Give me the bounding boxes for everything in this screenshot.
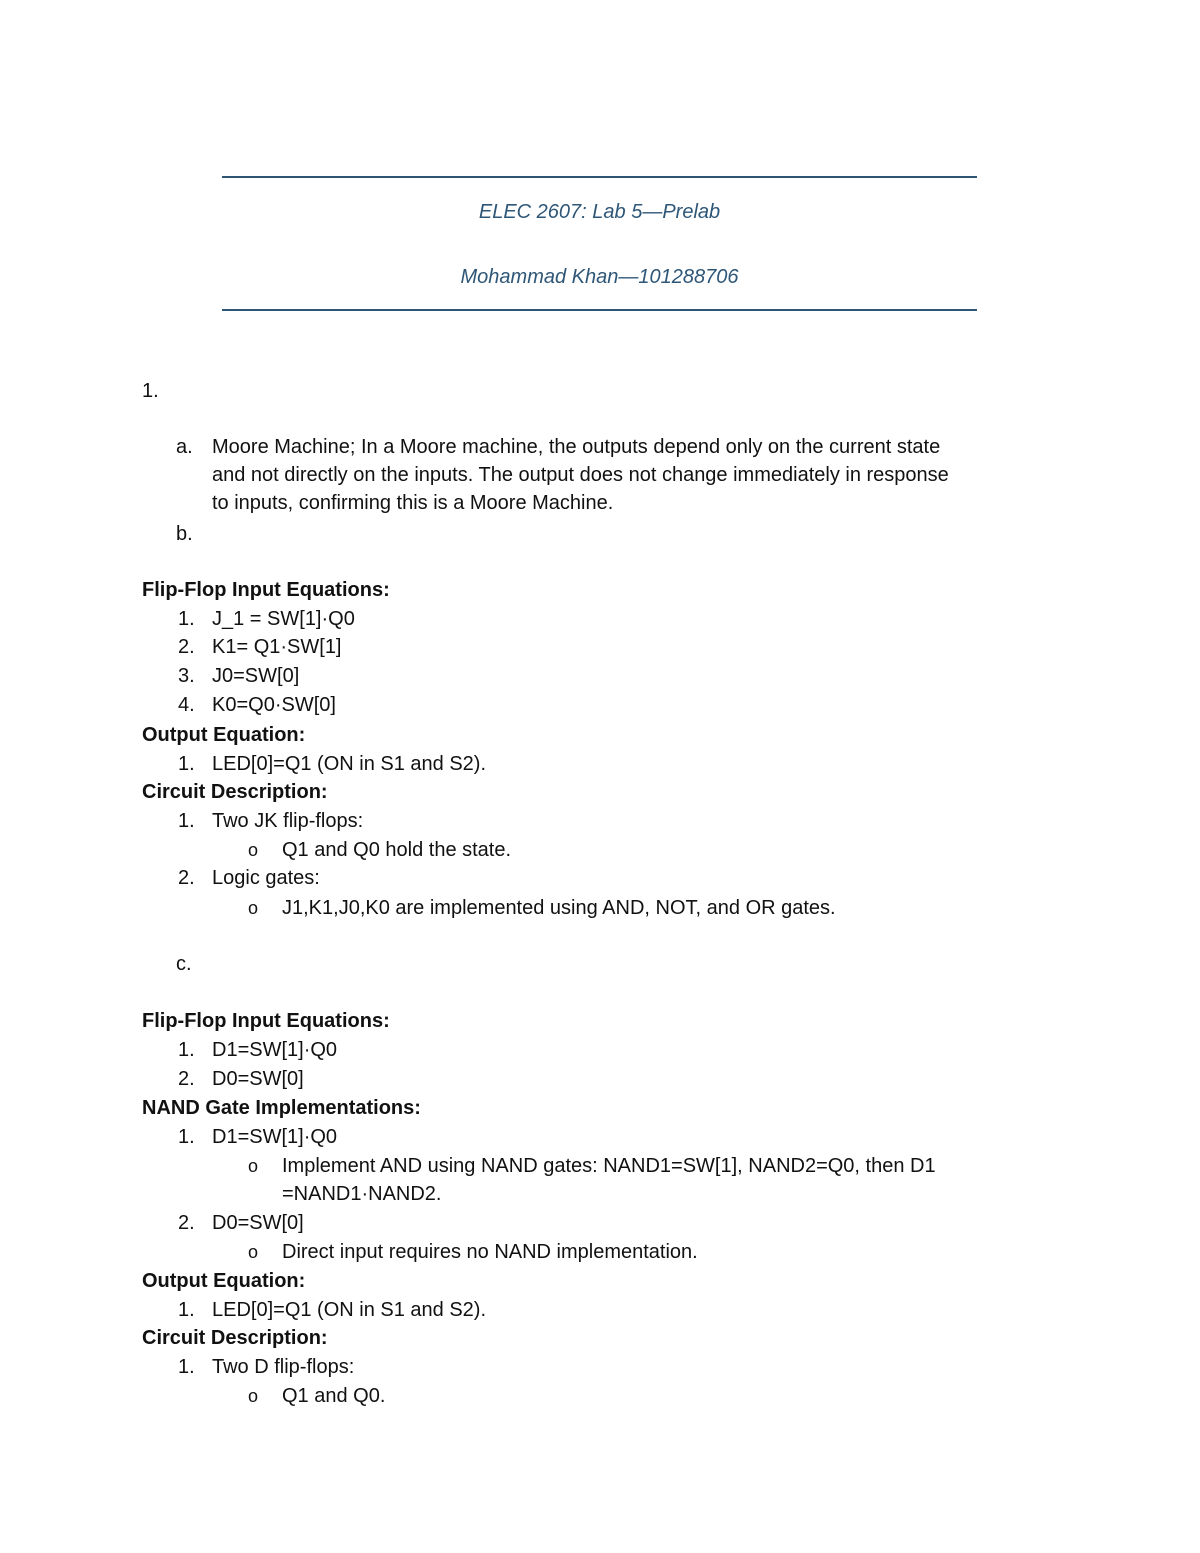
b-circuit-heading: Circuit Description: [142,781,328,803]
b-circuit-item-1: Two JK flip-flops: [212,810,364,832]
c-circuit-item-1-number: 1. [178,1356,195,1378]
b-ff-heading: Flip-Flop Input Equations: [142,579,390,601]
c-circuit-heading: Circuit Description: [142,1327,328,1349]
part-a-marker: a. [176,436,193,458]
c-output-heading: Output Equation: [142,1270,306,1292]
header-bottom-rule [222,309,977,311]
b-ff-eq-2-number: 2. [178,636,195,658]
part-a-text-line-2: and not directly on the inputs. The output does not change immediately in response [212,464,949,486]
c-ff-heading: Flip-Flop Input Equations: [142,1010,390,1032]
b-ff-eq-1-number: 1. [178,608,195,630]
c-ff-eq-1-number: 1. [178,1039,195,1061]
b-ff-eq-3: J0=SW[0] [212,665,300,687]
document-title: ELEC 2607: Lab 5—Prelab [478,201,721,223]
c-circuit-item-1-sub: Q1 and Q0. [282,1385,386,1407]
b-ff-eq-3-number: 3. [178,665,195,687]
document-author: Mohammad Khan—101288706 [460,266,739,288]
c-nand-item-2-sub-line-1: Direct input requires no NAND implementation. [282,1241,698,1263]
c-nand-item-2: D0=SW[0] [212,1212,304,1234]
header-top-rule [222,176,977,178]
bullet-icon: o [248,1386,259,1406]
b-output-heading: Output Equation: [142,724,306,746]
b-circuit-item-2-sub: J1,K1,J0,K0 are implemented using AND, NOT, and OR gates. [282,897,836,919]
c-nand-item-2-number: 2. [178,1212,195,1234]
c-nand-item-1: D1=SW[1]·Q0 [212,1126,338,1148]
b-output-eq-1-number: 1. [178,753,195,775]
question-number: 1. [142,380,159,402]
b-ff-eq-4: K0=Q0·SW[0] [212,694,336,716]
part-a-text-line-1: Moore Machine; In a Moore machine, the outputs depend only on the current state [212,436,941,458]
c-ff-eq-2-number: 2. [178,1068,195,1090]
b-circuit-item-2-number: 2. [178,867,195,889]
b-ff-eq-1: J_1 = SW[1]·Q0 [212,608,355,630]
part-a-text-line-3: to inputs, confirming this is a Moore Machine. [212,492,614,514]
bullet-icon: o [248,1242,259,1262]
b-output-eq-1: LED[0]=Q1 (ON in S1 and S2). [212,753,487,775]
c-nand-heading: NAND Gate Implementations: [142,1097,421,1119]
b-ff-eq-2: K1= Q1·SW[1] [212,636,342,658]
c-circuit-item-1: Two D flip-flops: [212,1356,355,1378]
c-output-eq-1: LED[0]=Q1 (ON in S1 and S2). [212,1299,487,1321]
c-nand-item-1-sub-line-2: =NAND1·NAND2. [282,1183,442,1205]
c-nand-item-1-number: 1. [178,1126,195,1148]
c-ff-eq-1: D1=SW[1]·Q0 [212,1039,338,1061]
bullet-icon: o [248,840,259,860]
bullet-icon: o [248,898,259,918]
c-ff-eq-2: D0=SW[0] [212,1068,304,1090]
c-output-eq-1-number: 1. [178,1299,195,1321]
part-c-marker: c. [176,953,192,975]
c-nand-item-1-sub-line-1: Implement AND using NAND gates: NAND1=SW[1], NAND2=Q0, then D1 [282,1155,936,1177]
b-ff-eq-4-number: 4. [178,694,195,716]
b-circuit-item-2: Logic gates: [212,867,320,889]
part-b-marker: b. [176,523,193,545]
bullet-icon: o [248,1156,259,1176]
b-circuit-item-1-number: 1. [178,810,195,832]
b-circuit-item-1-sub: Q1 and Q0 hold the state. [282,839,512,861]
